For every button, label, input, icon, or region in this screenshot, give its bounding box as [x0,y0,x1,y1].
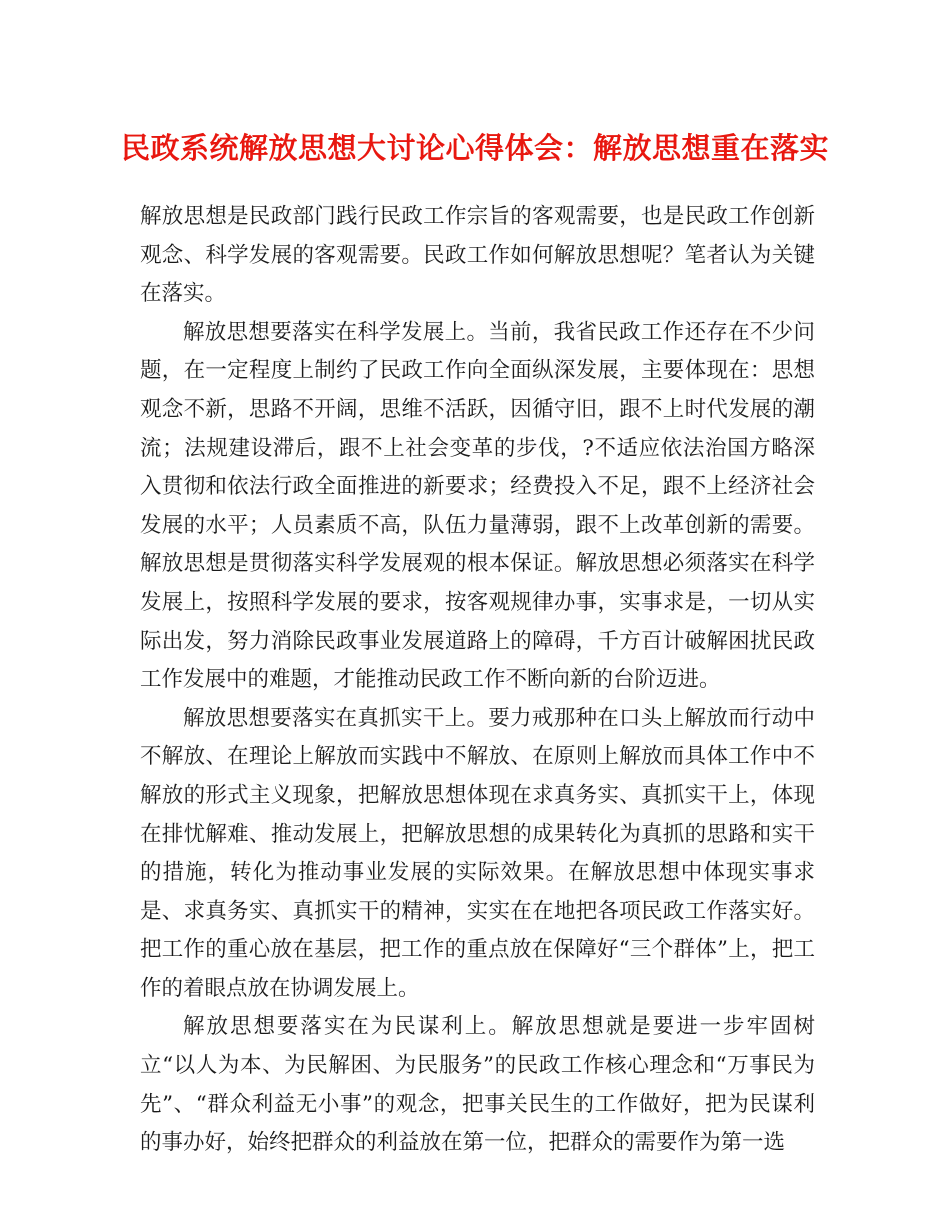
paragraph-practical-work: 解放思想要落实在真抓实干上。要力戒那种在口头上解放而行动中不解放、在理论上解放而实践中不解放、在原则上解放而具体工作中不解放的形式主义现象，把解放思想体现在求真务实、真抓实干上，体现在排忧解难、推动发展上，把解放思想的成果转化为真抓的思路和实干的措施，转化为推动事业发展的实际效果。在解放思想中体现实事求是、求真务实、真抓实干的精神，实实在在地把各项民政工作落实好。把工作的重心放在基层，把工作的重点放在保障好“三个群体”上，把工作的着眼点放在协调发展上。 [140,705,815,1001]
paragraph-intro: 解放思想是民政部门践行民政工作宗旨的客观需要，也是民政工作创新观念、科学发展的客观需要。民政工作如何解放思想呢？笔者认为关键在落实。 [140,204,815,307]
document-body [140,198,815,1163]
paragraph-people-benefit: 解放思想要落实在为民谋利上。解放思想就是要进一步牢固树立“以人为本、为民解困、为民服务”的民政工作核心理念和“万事民为先”、“群众利益无小事”的观念，把事关民生的工作做好，把为民谋利的事办好，始终把群众的利益放在第一位，把群众的需要作为第一选 [140,1014,815,1156]
document-title: 民政系统解放思想大讨论心得体会：解放思想重在落实 [120,131,829,165]
paragraph-scientific-development: 解放思想要落实在科学发展上。当前，我省民政工作还存在不少问题，在一定程度上制约了民政工作向全面纵深发展，主要体现在：思想观念不新，思路不开阔，思维不活跃，因循守旧，跟不上时代发展的潮流；法规建设滞后，跟不上社会变革的步伐，?不适应依法治国方略深入贯彻和依法行政全面推进的新要求；经费投入不足，跟不上经济社会发展的水平；人员素质不高，队伍力量薄弱，跟不上改革创新的需要。解放思想是贯彻落实科学发展观的根本保证。解放思想必须落实在科学发展上，按照科学发展的要求，按客观规律办事，实事求是，一切从实际出发，努力消除民政事业发展道路上的障碍，千方百计破解困扰民政工作发展中的难题，才能推动民政工作不断向新的台阶迈进。 [140,319,815,693]
